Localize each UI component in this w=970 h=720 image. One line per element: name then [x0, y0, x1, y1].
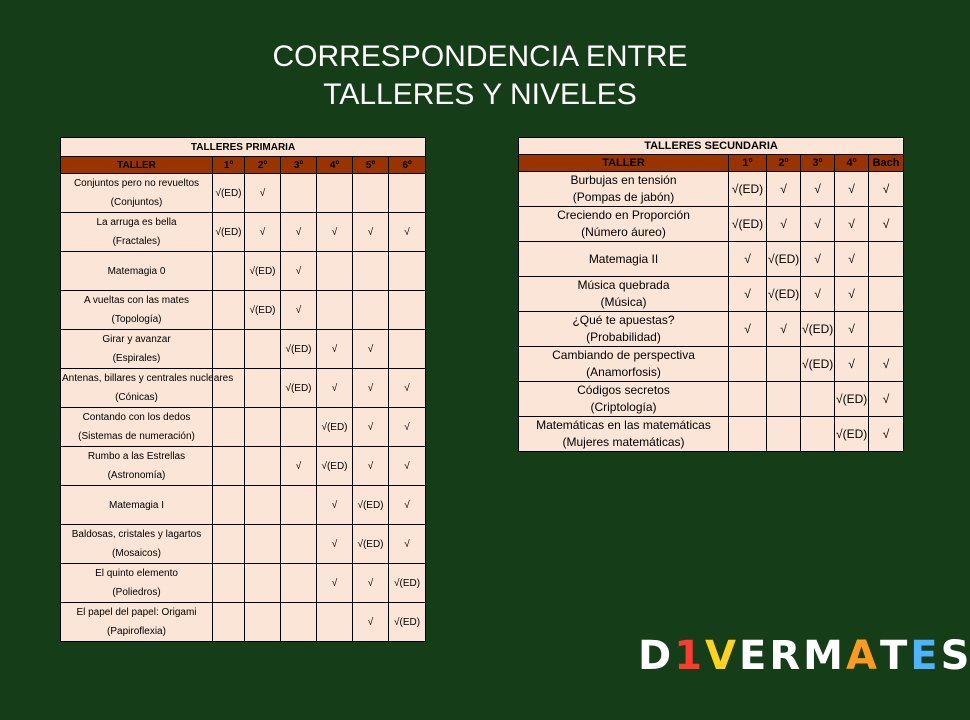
table-row	[61, 408, 426, 447]
level-cell: √	[245, 213, 281, 252]
workshop-name-cell	[519, 312, 729, 347]
primaria-caption: TALLERES PRIMARIA	[61, 138, 426, 157]
level-cell: √	[389, 525, 426, 564]
level-cell: √	[389, 369, 426, 408]
level-cell	[213, 603, 245, 642]
level-cell: √	[767, 312, 801, 347]
level-cell: √(ED)	[801, 312, 835, 347]
workshop-name-cell	[61, 486, 213, 525]
workshop-name: El quinto elemento	[95, 568, 178, 579]
level-cell: √(ED)	[729, 207, 767, 242]
level-cell	[317, 252, 353, 291]
level-cell: √	[835, 312, 869, 347]
level-cell	[213, 291, 245, 330]
level-cell: √	[767, 207, 801, 242]
table-row	[61, 252, 426, 291]
logo-letter: D	[638, 633, 673, 679]
table-row	[61, 369, 426, 408]
level-cell	[389, 291, 426, 330]
table-row	[61, 174, 426, 213]
level-cell	[317, 174, 353, 213]
level-cell: √	[869, 347, 904, 382]
level-cell	[353, 291, 389, 330]
column-header: 6º	[389, 157, 426, 174]
level-cell	[353, 252, 389, 291]
level-cell	[281, 525, 317, 564]
level-cell: √(ED)	[281, 330, 317, 369]
workshop-name: Matemagia II	[588, 251, 659, 266]
level-cell: √	[281, 252, 317, 291]
workshop-name: A vueltas con las mates	[83, 295, 190, 306]
level-cell	[245, 369, 281, 408]
level-cell	[245, 486, 281, 525]
workshop-topic: (Pompas de jabón)	[572, 190, 675, 204]
level-cell: √	[353, 603, 389, 642]
level-cell: √	[869, 207, 904, 242]
workshop-name-cell	[61, 408, 213, 447]
workshop-name-cell	[519, 172, 729, 207]
level-cell: √	[317, 369, 353, 408]
workshop-topic: (Mosaicos)	[112, 548, 161, 559]
level-cell	[281, 564, 317, 603]
workshop-topic: (Cónicas)	[115, 392, 158, 403]
level-cell	[245, 447, 281, 486]
table-row	[519, 242, 904, 277]
column-header: 1º	[213, 157, 245, 174]
logo-letter: V	[705, 633, 738, 679]
column-header: 3º	[281, 157, 317, 174]
level-cell: √(ED)	[213, 174, 245, 213]
level-cell: √	[389, 408, 426, 447]
workshop-name-cell	[61, 330, 213, 369]
level-cell: √	[281, 291, 317, 330]
level-cell: √	[353, 447, 389, 486]
level-cell: √(ED)	[729, 172, 767, 207]
level-cell	[245, 330, 281, 369]
workshop-topic: (Conjuntos)	[110, 197, 163, 208]
level-cell: √	[729, 242, 767, 277]
title-line-1: CORRESPONDENCIA ENTRE	[272, 40, 688, 73]
workshop-topic: (Música)	[600, 295, 647, 309]
workshop-name-cell	[61, 291, 213, 330]
workshop-name: Matemagia 0	[107, 265, 166, 277]
workshop-name: Antenas, billares y centrales nucleares	[62, 373, 234, 384]
workshop-name-cell	[61, 603, 213, 642]
level-cell: √(ED)	[389, 603, 426, 642]
column-header: TALLER	[61, 157, 213, 174]
level-cell	[869, 312, 904, 347]
workshop-name-cell	[519, 277, 729, 312]
level-cell: √	[389, 486, 426, 525]
primaria-table	[60, 137, 426, 642]
table-row	[519, 277, 904, 312]
level-cell	[389, 174, 426, 213]
logo-letter: M	[803, 633, 844, 679]
level-cell	[801, 417, 835, 452]
workshop-name: Baldosas, cristales y lagartos	[71, 529, 202, 540]
title-line-2: TALLERES Y NIVELES	[323, 78, 637, 111]
level-cell: √	[317, 486, 353, 525]
logo-letter: E	[910, 633, 939, 679]
level-cell: √	[729, 312, 767, 347]
workshop-topic: (Anamorfosis)	[586, 365, 661, 379]
table-row	[519, 417, 904, 452]
workshop-name-cell	[61, 564, 213, 603]
primaria-header-row	[61, 157, 426, 174]
column-header: 4º	[317, 157, 353, 174]
divermates-logo	[638, 633, 970, 679]
level-cell: √	[389, 213, 426, 252]
level-cell: √(ED)	[801, 347, 835, 382]
workshop-name-cell	[61, 213, 213, 252]
level-cell: √	[835, 172, 869, 207]
level-cell: √(ED)	[389, 564, 426, 603]
level-cell	[213, 486, 245, 525]
level-cell: √	[353, 408, 389, 447]
level-cell	[353, 174, 389, 213]
level-cell	[245, 408, 281, 447]
table-row	[61, 213, 426, 252]
column-header: Bach	[869, 155, 904, 172]
level-cell: √	[353, 330, 389, 369]
level-cell: √	[767, 172, 801, 207]
workshop-name-cell	[61, 252, 213, 291]
table-row	[519, 312, 904, 347]
level-cell: √	[729, 277, 767, 312]
level-cell: √	[869, 417, 904, 452]
level-cell	[245, 603, 281, 642]
level-cell	[389, 252, 426, 291]
logo-letter: S	[940, 633, 970, 679]
level-cell: √(ED)	[767, 242, 801, 277]
workshop-name: Conjuntos pero no revueltos	[73, 178, 200, 189]
workshop-name: El papel del papel: Origami	[76, 607, 197, 618]
column-header: 4º	[835, 155, 869, 172]
level-cell: √(ED)	[317, 447, 353, 486]
logo-letter: E	[739, 633, 768, 679]
workshop-name: Música quebrada	[577, 278, 670, 292]
workshop-name: Girar y avanzar	[102, 334, 171, 345]
column-header: 3º	[801, 155, 835, 172]
column-header: 2º	[767, 155, 801, 172]
level-cell: √	[317, 330, 353, 369]
table-row	[61, 330, 426, 369]
level-cell: √	[801, 277, 835, 312]
level-cell	[213, 252, 245, 291]
level-cell	[767, 382, 801, 417]
workshop-name: Burbujas en tensión	[570, 173, 677, 187]
level-cell: √(ED)	[281, 369, 317, 408]
level-cell: √	[281, 447, 317, 486]
level-cell: √	[281, 213, 317, 252]
level-cell: √	[317, 564, 353, 603]
level-cell	[317, 603, 353, 642]
workshop-topic: (Espirales)	[112, 353, 161, 364]
level-cell: √(ED)	[835, 382, 869, 417]
level-cell	[801, 382, 835, 417]
workshop-topic: (Criptología)	[590, 400, 657, 414]
table-row	[61, 486, 426, 525]
workshop-topic: (Papiroflexia)	[107, 626, 166, 637]
level-cell: √(ED)	[353, 486, 389, 525]
level-cell: √	[353, 369, 389, 408]
workshop-name: Rumbo a las Estrellas	[87, 451, 186, 462]
level-cell: √(ED)	[353, 525, 389, 564]
level-cell	[869, 277, 904, 312]
level-cell	[213, 525, 245, 564]
workshop-name-cell	[61, 174, 213, 213]
level-cell	[281, 174, 317, 213]
workshop-name: ¿Qué te apuestas?	[572, 313, 675, 327]
table-row	[61, 447, 426, 486]
level-cell: √	[353, 564, 389, 603]
level-cell: √	[317, 213, 353, 252]
level-cell	[245, 564, 281, 603]
workshop-name: Contando con los dedos	[82, 412, 191, 423]
workshop-name-cell	[519, 382, 729, 417]
logo-letter: R	[769, 633, 802, 679]
level-cell: √	[801, 242, 835, 277]
level-cell: √(ED)	[835, 417, 869, 452]
secundaria-table	[518, 137, 904, 452]
level-cell	[245, 525, 281, 564]
workshop-topic: (Sistemas de numeración)	[78, 431, 195, 442]
level-cell: √(ED)	[213, 213, 245, 252]
level-cell	[729, 347, 767, 382]
level-cell	[213, 408, 245, 447]
primaria-caption-row	[61, 138, 426, 157]
level-cell	[729, 417, 767, 452]
workshop-name: Cambiando de perspectiva	[552, 348, 695, 362]
level-cell: √	[801, 172, 835, 207]
level-cell	[213, 564, 245, 603]
level-cell: √(ED)	[245, 252, 281, 291]
level-cell	[729, 382, 767, 417]
level-cell	[869, 242, 904, 277]
level-cell	[389, 330, 426, 369]
level-cell: √	[835, 347, 869, 382]
workshop-name: La arruga es bella	[96, 217, 177, 228]
level-cell: √	[317, 525, 353, 564]
table-row	[519, 172, 904, 207]
level-cell: √	[245, 174, 281, 213]
workshop-topic: (Fractales)	[112, 236, 161, 247]
level-cell: √	[835, 207, 869, 242]
level-cell	[213, 447, 245, 486]
workshop-name-cell	[61, 525, 213, 564]
table-row	[519, 382, 904, 417]
secundaria-caption-row	[519, 138, 904, 155]
level-cell: √	[869, 172, 904, 207]
level-cell	[281, 486, 317, 525]
secundaria-header-row	[519, 155, 904, 172]
workshop-topic: (Poliedros)	[112, 587, 161, 598]
column-header: 2º	[245, 157, 281, 174]
column-header: 1º	[729, 155, 767, 172]
table-row	[519, 207, 904, 242]
table-row	[61, 564, 426, 603]
column-header: TALLER	[519, 155, 729, 172]
workshop-name: Matemagia I	[108, 499, 165, 511]
workshop-name-cell	[519, 417, 729, 452]
logo-letter: T	[879, 633, 909, 679]
table-row	[519, 347, 904, 382]
workshop-name: Códigos secretos	[577, 383, 670, 397]
secundaria-caption: TALLERES SECUNDARIA	[519, 138, 904, 155]
level-cell	[281, 603, 317, 642]
workshop-topic: (Probabilidad)	[586, 330, 661, 344]
level-cell: √	[835, 242, 869, 277]
level-cell: √	[389, 447, 426, 486]
level-cell: √	[353, 213, 389, 252]
workshop-name-cell	[519, 347, 729, 382]
level-cell	[281, 408, 317, 447]
workshop-name: Creciendo en Proporción	[557, 208, 690, 222]
workshop-topic: (Topología)	[111, 314, 162, 325]
level-cell: √(ED)	[767, 277, 801, 312]
table-row	[61, 603, 426, 642]
workshop-name-cell	[519, 207, 729, 242]
table-row	[61, 291, 426, 330]
logo-letter: A	[845, 633, 878, 679]
workshop-topic: (Astronomía)	[107, 470, 166, 481]
level-cell	[767, 347, 801, 382]
level-cell: √	[835, 277, 869, 312]
workshop-name-cell	[61, 447, 213, 486]
workshop-topic: (Mujeres matemáticas)	[562, 435, 685, 449]
workshop-topic: (Número áureo)	[581, 225, 666, 239]
level-cell: √	[869, 382, 904, 417]
workshop-name-cell	[61, 369, 234, 408]
workshop-name: Matemáticas en las matemáticas	[536, 418, 711, 432]
level-cell: √	[801, 207, 835, 242]
level-cell: √(ED)	[245, 291, 281, 330]
column-header: 5º	[353, 157, 389, 174]
level-cell	[213, 330, 245, 369]
level-cell: √(ED)	[317, 408, 353, 447]
page-title	[0, 38, 960, 114]
workshop-name-cell	[519, 242, 729, 277]
logo-letter: 1	[674, 633, 704, 679]
level-cell	[767, 417, 801, 452]
table-row	[61, 525, 426, 564]
level-cell	[317, 291, 353, 330]
